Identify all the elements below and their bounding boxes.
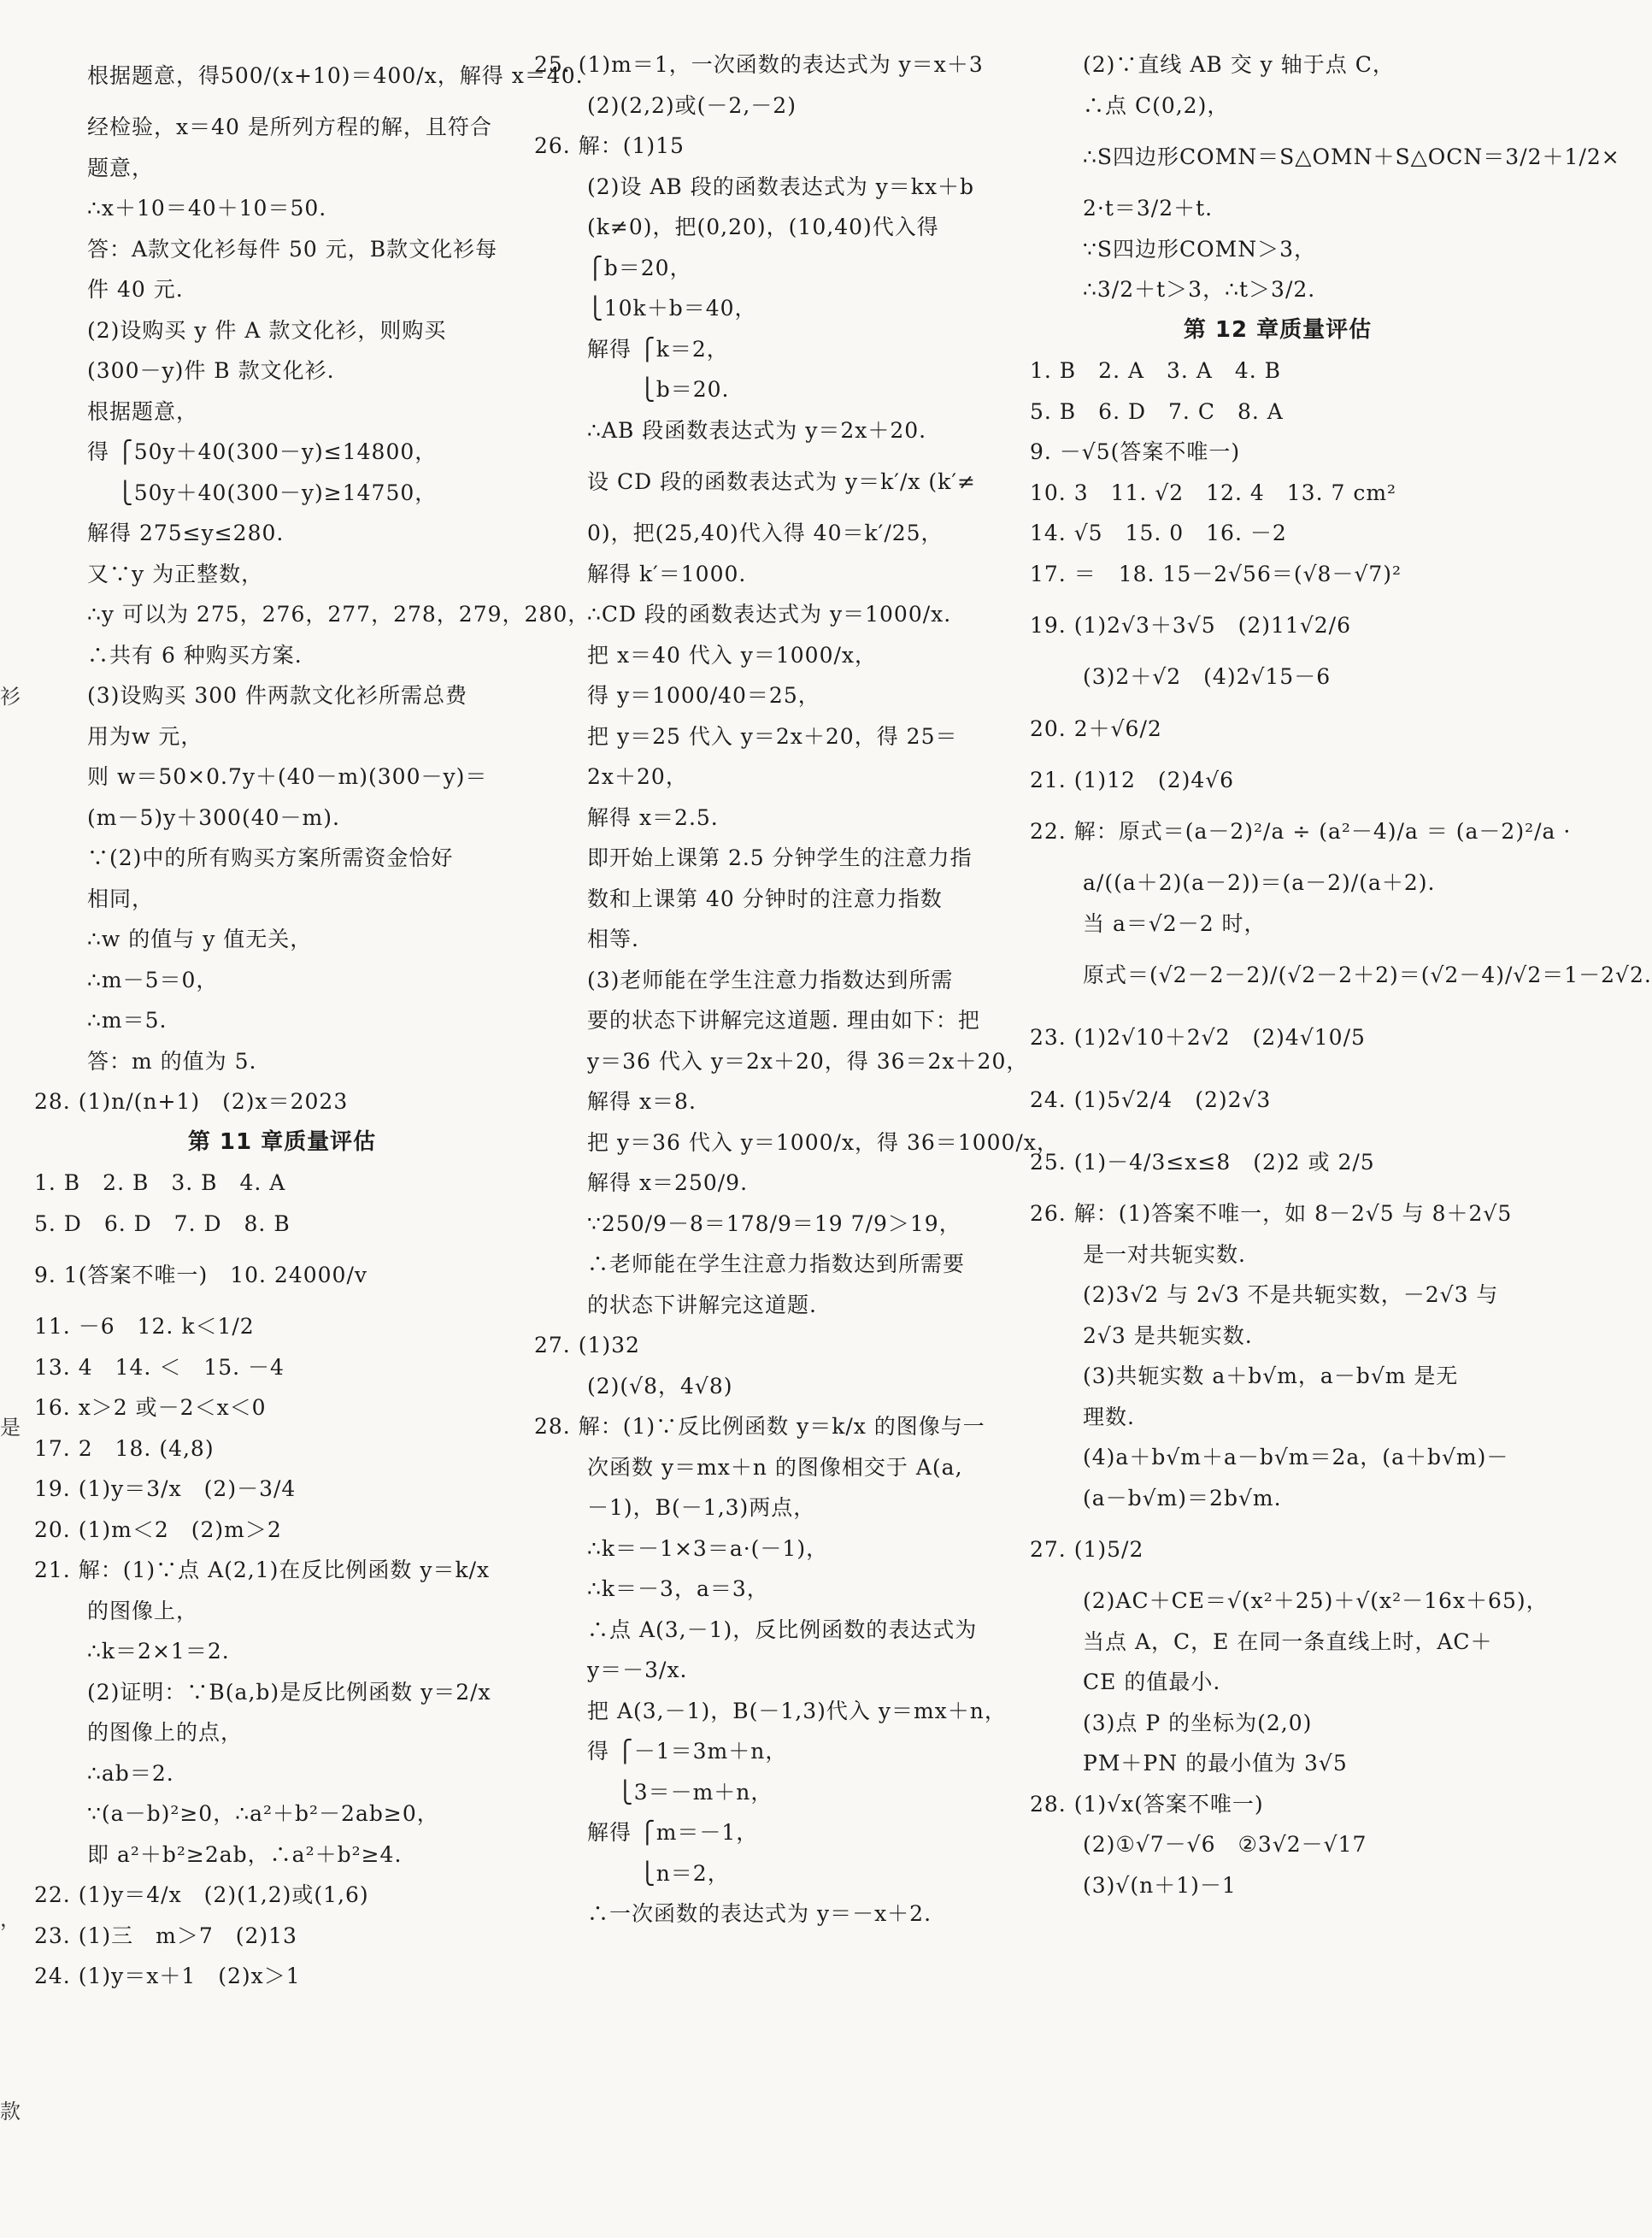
answer-line: y＝－3/x. [587,1658,688,1682]
answer-line: 23. (1)2√10＋2√2 (2)4√10/5 [1030,1025,1366,1050]
answer-line: ∵250/9－8＝178/9＝19 7/9＞19， [587,1210,961,1236]
answer-line: －1)，B(－1,3)两点， [587,1495,816,1520]
answer-line: 24. (1)y＝x＋1 (2)x＞1 [34,1964,301,1988]
answer-line: (m－5)y＋300(40－m). [87,804,340,830]
answer-line: 22. 解：原式＝(a－2)²/a ÷ (a²－4)/a ＝ (a－2)²/a · [1030,819,1572,844]
answer-line: (3)设购买 300 件两款文化衫所需总费 [87,683,468,708]
answer-line: 设 CD 段的函数表达式为 y＝k′/x (k′≠ [587,469,976,494]
answer-line: 2x＋20， [587,764,688,789]
answer-line: (3)老师能在学生注意力指数达到所需 [587,967,954,992]
answer-line: 26. 解：(1)答案不唯一，如 8－2√5 与 8＋2√5 [1030,1201,1513,1226]
answer-line: 28. (1)√x(答案不唯一) [1030,1791,1264,1817]
answer-line: 17. ＝ 18. 15－2√56＝(√8－√7)² [1030,561,1402,586]
answer-line: ∴一次函数的表达式为 y＝－x＋2. [587,1901,932,1926]
answer-line: 19. (1)y＝3/x (2)－3/4 [34,1476,297,1501]
answer-line: ∵(2)中的所有购买方案所需资金恰好 [87,845,454,870]
answer-line: ⎩50y＋40(300－y)≥14750， [87,480,438,505]
answer-line: ∴ab＝2. [87,1760,174,1786]
answer-line: 把 y＝36 代入 y＝1000/x，得 36＝1000/x， [587,1129,1059,1155]
answer-line: ∴m－5＝0， [87,967,219,992]
answer-line: ∴y 可以为 275，276，277，278，279，280， [87,602,591,627]
answer-line: 解得 ⎧m＝－1， [587,1820,759,1845]
answer-line: (3)点 P 的坐标为(2,0) [1083,1710,1313,1735]
answer-line: 根据题意， [87,398,199,424]
answer-line: 2·t＝3/2＋t. [1083,196,1214,221]
answer-line: 11. －6 12. k＜1/2 [34,1314,255,1339]
answer-line: 20. 2＋√6/2 [1030,716,1162,741]
section-heading: 第 12 章质量评估 [1183,316,1373,343]
answer-line: (a－b√m)＝2b√m. [1083,1485,1282,1511]
answer-line: ∴老师能在学生注意力指数达到所需要 [587,1252,966,1276]
answer-line: (2)3√2 与 2√3 不是共轭实数，－2√3 与 [1083,1282,1499,1307]
answer-line: 解得 x＝2.5. [587,804,719,830]
answer-line: 28. 解：(1)∵反比例函数 y＝k/x 的图像与一 [534,1414,985,1439]
answer-line: 要的状态下讲解完这道题. 理由如下：把 [587,1008,980,1033]
answer-line: 数和上课第 40 分钟时的注意力指数 [587,886,943,911]
answer-line: 把 y＝25 代入 y＝2x＋20，得 25＝ [587,723,958,749]
answer-line: 0)，把(25,40)代入得 40＝k′/25， [587,521,944,545]
answer-line: 把 x＝40 代入 y＝1000/x， [587,642,878,668]
answer-line: 解得 x＝8. [587,1089,697,1114]
answer-line: 2√3 是共轭实数. [1083,1322,1253,1348]
answer-line: 答：A款文化衫每件 50 元，B款文化衫每 [87,236,498,262]
answer-line: 理数. [1083,1404,1135,1429]
answer-line: 的图像上的点， [87,1720,244,1745]
answer-line: CE 的值最小. [1083,1670,1221,1694]
answer-line: (2)证明：∵B(a,b)是反比例函数 y＝2/x [87,1679,491,1705]
answer-line: (2)AC＋CE＝√(x²＋25)＋√(x²－16x＋65)， [1083,1588,1549,1613]
answer-line: (4)a＋b√m＋a－b√m＝2a，(a＋b√m)－ [1083,1445,1509,1469]
answer-line: 把 A(3,－1)，B(－1,3)代入 y＝mx＋n， [587,1698,1007,1723]
answer-line: 得 ⎧50y＋40(300－y)≤14800， [87,439,438,464]
answer-line: ⎩b＝20. [587,377,730,402]
answer-line: ∴点 C(0,2)， [1083,92,1230,118]
answer-line: ⎧b＝20， [587,255,692,280]
answer-line: 的状态下讲解完这道题. [587,1292,817,1317]
answer-line: 经检验，x＝40 是所列方程的解，且符合 [87,115,492,139]
answer-line: 1. B 2. B 3. B 4. A [34,1170,286,1195]
answer-line: 次函数 y＝mx＋n 的图像相交于 A(a, [587,1454,963,1480]
answer-line: 是一对共轭实数. [1083,1241,1246,1267]
answer-line: 21. 解：(1)∵点 A(2,1)在反比例函数 y＝k/x [34,1558,491,1582]
section-heading: 第 11 章质量评估 [187,1128,377,1155]
answer-line: 25. (1)m＝1，一次函数的表达式为 y＝x＋3 [534,52,984,77]
answer-line: 解得 275≤y≤280. [87,521,285,545]
answer-line: ∴k＝－1×3＝a·(－1)， [587,1535,829,1561]
answer-line: 题意， [87,155,155,180]
answer-line: 5. B 6. D 7. C 8. A [1030,398,1284,424]
edge-mark: 是 [0,1416,21,1440]
answer-line: (2)设购买 y 件 A 款文化衫，则购买 [87,317,447,343]
answer-line: (k≠0)，把(0,20)，(10,40)代入得 [587,215,939,239]
answer-line: 原式＝(√2－2－2)/(√2－2＋2)＝(√2－4)/√2＝1－2√2. [1083,963,1652,987]
answer-line: 16. x＞2 或－2＜x＜0 [34,1395,267,1420]
answer-line: 1. B 2. A 3. A 4. B [1030,358,1282,383]
answer-line: 得 y＝1000/40＝25， [587,683,820,708]
answer-line: ∵S四边形COMN＞3， [1083,236,1317,262]
answer-line: ∴S四边形COMN＝S△OMN＋S△OCN＝3/2＋1/2× [1083,144,1620,169]
answer-line: PM＋PN 的最小值为 3√5 [1083,1751,1348,1776]
answer-line: 20. (1)m＜2 (2)m＞2 [34,1517,282,1542]
answer-line: 即开始上课第 2.5 分钟学生的注意力指 [587,845,973,870]
answer-line: ∴点 A(3,－1)，反比例函数的表达式为 [587,1617,978,1642]
edge-mark: ， [0,1907,21,1931]
answer-line: ∴共有 6 种购买方案. [87,642,303,668]
answer-line: 当 a＝√2－2 时， [1083,910,1267,936]
answer-line: ⎩n＝2， [587,1860,730,1886]
answer-line: (2)∵直线 AB 交 y 轴于点 C， [1083,52,1395,77]
answer-column-right [1030,44,1652,1905]
answer-line: 得 ⎧－1＝3m＋n， [587,1739,788,1764]
answer-line: (3)√(n＋1)－1 [1083,1872,1237,1898]
answer-line: (3)2＋√2 (4)2√15－6 [1083,664,1332,689]
answer-line: (2)(√8，4√8) [587,1373,733,1399]
answer-line: ⎩10k＋b＝40， [587,296,757,321]
answer-line: ⎩3＝－m＋n， [587,1779,773,1805]
answer-line: 26. 解：(1)15 [534,133,685,158]
answer-line: 19. (1)2√3＋3√5 (2)11√2/6 [1030,613,1351,638]
answer-line: 解得 ⎧k＝2， [587,336,729,362]
answer-line: 17. 2 18. (4,8) [34,1435,215,1461]
answer-line: ∴k＝－3，a＝3， [587,1576,769,1601]
answer-line: 27. (1)32 [534,1333,640,1358]
answer-line: ∵(a－b)²≥0，∴a²＋b²－2ab≥0， [87,1801,439,1826]
answer-line: 13. 4 14. ＜ 15. －4 [34,1354,285,1380]
edge-mark: 衫 [0,685,21,709]
answer-line: 10. 3 11. √2 12. 4 13. 7 cm² [1030,480,1397,505]
answer-line: 22. (1)y＝4/x (2)(1,2)或(1,6) [34,1882,369,1907]
answer-line: (2)设 AB 段的函数表达式为 y＝kx＋b [587,174,975,199]
answer-line: 又∵y 为正整数， [87,561,264,586]
edge-mark: 款 [0,2100,21,2123]
answer-line: 用为w 元， [87,723,203,749]
answer-line: 相同， [87,886,155,911]
answer-line: (2)(2,2)或(－2,－2) [587,92,797,118]
answer-line: 27. (1)5/2 [1030,1537,1144,1562]
answer-line: ∴CD 段的函数表达式为 y＝1000/x. [587,602,952,627]
answer-line: 的图像上， [87,1598,199,1623]
answer-line: ∴k＝2×1＝2. [87,1639,230,1664]
answer-line: (3)共轭实数 a＋b√m，a－b√m 是无 [1083,1363,1459,1388]
answer-line: (2)①√7－√6 ②3√2－√17 [1083,1832,1367,1857]
answer-line: (300－y)件 B 款文化衫. [87,358,335,383]
answer-line: 28. (1)n/(n+1) (2)x＝2023 [34,1089,349,1114]
answer-line: 即 a²＋b²≥2ab，∴a²＋b²≥4. [87,1841,403,1867]
answer-line: ∴x＋10＝40＋10＝50. [87,196,327,221]
answer-line: 9. 1(答案不唯一) 10. 24000/v [34,1263,367,1287]
answer-line: ∴w 的值与 y 值无关， [87,927,313,951]
answer-line: a/((a＋2)(a－2))＝(a－2)/(a＋2). [1083,870,1436,895]
answer-line: ∴3/2＋t＞3，∴t＞3/2. [1083,277,1316,302]
answer-line: 相等. [587,927,639,951]
answer-line: 5. D 6. D 7. D 8. B [34,1210,291,1236]
answer-line: ∴m＝5. [87,1008,168,1033]
answer-line: 25. (1)－4/3≤x≤8 (2)2 或 2/5 [1030,1150,1375,1175]
answer-line: 当点 A，C，E 在同一条直线上时，AC＋ [1083,1628,1493,1654]
answer-line: ∴AB 段函数表达式为 y＝2x＋20. [587,417,927,443]
answer-line: 23. (1)三 m＞7 (2)13 [34,1923,297,1948]
answer-line: 则 w＝50×0.7y＋(40－m)(300－y)＝ [87,764,488,789]
answer-line: 根据题意，得500/(x+10)＝400/x，解得 x＝40. [87,63,584,88]
answer-line: 14. √5 15. 0 16. －2 [1030,521,1287,545]
answer-line: y＝36 代入 y＝2x＋20，得 36＝2x＋20， [587,1048,1029,1074]
answer-line: 9. －√5(答案不唯一) [1030,439,1241,464]
answer-line: 件 40 元. [87,277,184,302]
answer-column-middle [534,44,1059,1935]
answer-line: 解得 k′＝1000. [587,561,747,586]
answer-line: 21. (1)12 (2)4√6 [1030,767,1235,792]
answer-line: 答：m 的值为 5. [87,1048,257,1074]
answer-line: 24. (1)5√2/4 (2)2√3 [1030,1087,1272,1112]
answer-line: 解得 x＝250/9. [587,1170,749,1195]
